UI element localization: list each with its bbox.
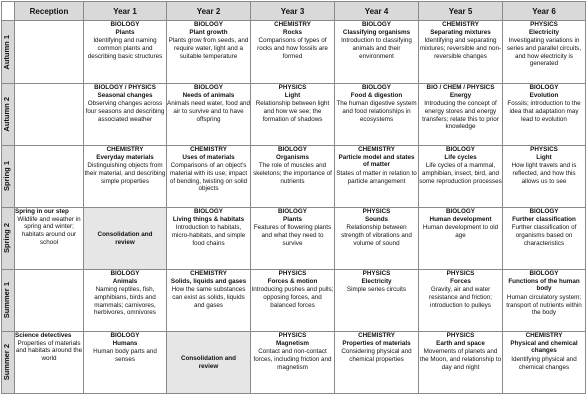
topic-subject: BIOLOGY <box>193 21 224 28</box>
topic-title: Further classification <box>512 215 576 223</box>
topic-cell <box>335 270 419 332</box>
topic-title: Needs of animals <box>182 91 235 99</box>
topic-description: States of matter in relation to particle arrangement <box>336 170 417 185</box>
topic-title: Everyday materials <box>96 153 154 161</box>
topic-subject: BIOLOGY <box>277 208 308 215</box>
topic-cell <box>419 21 503 84</box>
topic-cell <box>84 270 167 332</box>
topic-description: Introduction to habitats, micro-habitats, and simple food chains <box>171 224 246 247</box>
term-label-text: Spring 2 <box>2 223 11 254</box>
reception-topic-description: Wildlife and weather in spring and winter; habitats around our school <box>17 215 81 246</box>
topic-cell <box>167 208 251 270</box>
topic-description: Naming reptiles, fish, amphibians, birds and mammals; carnivores, herbivores, omnivores <box>94 286 156 317</box>
topic-subject: PHYSICS <box>362 270 391 277</box>
topic-title: Life cycles <box>444 153 477 161</box>
topic-description: Human development to old age <box>422 224 499 240</box>
reception-cell <box>15 146 84 208</box>
topic-title: Classifying organisms <box>342 28 411 36</box>
topic-cell <box>251 146 335 208</box>
topic-subject: PHYSICS <box>446 332 475 339</box>
topic-cell <box>419 84 503 146</box>
topic-subject: CHEMISTRY <box>190 270 227 277</box>
topic-title: Solids, liquids and gases <box>170 277 247 285</box>
topic-cell <box>167 21 251 84</box>
topic-description: Comparisons of an object's material with its use; impact of bending, twisting on solid objects <box>169 162 248 193</box>
topic-cell <box>335 21 419 84</box>
topic-description: Simple series circuits <box>346 286 407 294</box>
topic-description: Considering physical and chemical properties <box>341 348 412 364</box>
topic-subject: BIOLOGY <box>445 208 476 215</box>
topic-description: Gravity, air and water resistance and friction; introduction to pulleys <box>429 286 492 309</box>
topic-description: Relationship between strength of vibrations and volume of sound <box>341 224 412 247</box>
topic-title: Magnetism <box>276 339 309 347</box>
topic-subject: BIOLOGY <box>110 332 140 339</box>
term-row-spring-2 <box>2 208 586 270</box>
topic-description: Identifying and separating mixtures; reversible and non-reversible changes <box>419 37 502 60</box>
term-label-text: Summer 2 <box>2 344 11 381</box>
topic-subject: BIOLOGY / PHYSICS <box>94 84 156 91</box>
header-year-2: Year 2 <box>167 2 251 21</box>
review-label: Consolidation and review <box>97 230 153 246</box>
topic-subject: CHEMISTRY <box>358 146 395 153</box>
topic-cell <box>251 84 335 146</box>
topic-title: Humans <box>112 339 138 347</box>
topic-description: Identifying physical and chemical changes <box>511 356 577 371</box>
term-row-autumn-2 <box>2 84 586 146</box>
topic-cell <box>84 146 167 208</box>
topic-title: Earth and space <box>436 339 485 347</box>
topic-cell <box>503 21 586 84</box>
topic-subject: BIOLOGY <box>445 146 476 153</box>
topic-description: Comparisons of types of rocks and how fossils are formed <box>257 37 328 60</box>
topic-description: Human circulatory system; transport of nutrients within the body <box>506 294 582 317</box>
topic-description: Movements of planets and the Moon, and relationship to day and night <box>419 348 502 371</box>
header-year-4: Year 4 <box>335 2 419 21</box>
topic-subject: PHYSICS <box>530 21 558 28</box>
topic-subject: PHYSICS <box>278 332 307 339</box>
term-row-autumn-1 <box>2 21 586 84</box>
topic-title: Plants <box>115 28 135 36</box>
reception-topic-title: Science detectives <box>15 332 72 339</box>
topic-title: Separating mixtures <box>430 28 491 36</box>
topic-description: Animals need water, food and air to survive and to have offspring <box>167 100 250 123</box>
topic-cell <box>251 332 335 394</box>
topic-title: Animals <box>112 277 138 285</box>
topic-subject: BIOLOGY <box>529 270 559 277</box>
topic-title: Functions of the human body <box>508 277 580 293</box>
topic-subject: CHEMISTRY <box>442 21 479 28</box>
topic-subject: CHEMISTRY <box>190 146 227 153</box>
topic-title: Plant growth <box>189 28 228 36</box>
term-row-summer-1 <box>2 270 586 332</box>
reception-cell <box>15 270 84 332</box>
topic-description: Fossils; introduction to the idea that adaptation may lead to evolution <box>507 100 581 123</box>
topic-subject: BIOLOGY <box>193 84 224 91</box>
topic-description: Distinguishing objects from their material, and describing simple properties <box>84 162 166 185</box>
topic-description: Contact and non-contact forces, including friction and magnetism <box>253 348 332 371</box>
topic-subject: BIOLOGY <box>277 146 308 153</box>
topic-subject: BIOLOGY <box>361 21 392 28</box>
reception-cell <box>15 332 84 394</box>
topic-subject: BIOLOGY <box>529 208 559 215</box>
header-row <box>2 2 586 21</box>
topic-subject: BIOLOGY <box>529 84 559 91</box>
topic-subject: CHEMISTRY <box>358 332 395 339</box>
topic-cell <box>251 208 335 270</box>
header-year-3: Year 3 <box>251 2 335 21</box>
topic-cell <box>419 208 503 270</box>
topic-title: Rocks <box>283 28 302 36</box>
topic-description: Introducing the concept of energy stores and energy transfers; relate this to prior knowledge <box>422 100 499 131</box>
topic-cell <box>419 332 503 394</box>
review-cell <box>84 208 167 270</box>
topic-title: Electricity <box>528 28 560 36</box>
topic-title: Plants <box>283 215 302 223</box>
term-label <box>2 21 15 84</box>
review-label: Consolidation and review <box>181 354 236 370</box>
term-label <box>2 332 15 394</box>
topic-title: Organisms <box>276 153 309 161</box>
topic-cell <box>335 146 419 208</box>
topic-subject: BIOLOGY <box>361 84 392 91</box>
term-label-text: Summer 1 <box>2 282 11 319</box>
term-label-text: Autumn 1 <box>2 34 11 70</box>
topic-cell <box>251 270 335 332</box>
topic-cell <box>419 146 503 208</box>
topic-cell <box>503 208 586 270</box>
topic-description: The role of muscles and skeletons; the importance of nutrients <box>253 162 332 185</box>
topic-cell <box>167 146 251 208</box>
topic-title: Forces & motion <box>267 277 318 285</box>
topic-subject: BIOLOGY <box>193 208 224 215</box>
reception-topic-title: Spring in our step <box>15 208 69 215</box>
topic-cell <box>84 332 167 394</box>
topic-description: Identifying and naming common plants and describing basic structures <box>87 37 163 60</box>
topic-cell <box>503 332 586 394</box>
topic-title: Energy <box>449 91 472 99</box>
topic-cell <box>335 84 419 146</box>
reception-cell <box>15 208 84 270</box>
term-label <box>2 84 15 146</box>
topic-description: Plants grow from seeds, and require water, light and a suitable temperature <box>168 37 249 60</box>
term-label <box>2 208 15 270</box>
topic-cell <box>503 270 586 332</box>
topic-subject: BIO / CHEM / PHYSICS <box>426 84 495 91</box>
topic-title: Electricity <box>361 277 392 285</box>
header-year-1: Year 1 <box>84 2 167 21</box>
topic-description: The human digestive system and food relationships in ecosystems <box>336 100 417 123</box>
topic-cell <box>503 146 586 208</box>
topic-subject: CHEMISTRY <box>274 21 311 28</box>
topic-subject: BIOLOGY <box>110 270 140 277</box>
topic-subject: CHEMISTRY <box>106 146 144 153</box>
topic-description: Introduction to classifying animals and their environment <box>341 37 412 60</box>
term-row-summer-2 <box>2 332 586 394</box>
header-year-5: Year 5 <box>419 2 503 21</box>
topic-subject: PHYSICS <box>278 84 307 91</box>
topic-description: Further classification of organisms based on characteristics <box>511 224 577 247</box>
topic-subject: PHYSICS <box>446 270 475 277</box>
topic-cell <box>335 332 419 394</box>
topic-title: Physical and chemical changes <box>510 339 578 355</box>
topic-cell <box>84 84 167 146</box>
term-row-spring-1 <box>2 146 586 208</box>
topic-title: Food & digestion <box>350 91 403 99</box>
curriculum-grid <box>1 1 586 394</box>
reception-cell <box>15 21 84 84</box>
topic-subject: PHYSICS <box>530 146 558 153</box>
topic-cell <box>419 270 503 332</box>
header-corner <box>2 2 15 21</box>
reception-topic-description: Properties of materials and habitats around the world <box>15 339 83 363</box>
topic-subject: BIOLOGY <box>110 21 140 28</box>
topic-subject: CHEMISTRY <box>525 332 563 339</box>
term-label <box>2 146 15 208</box>
topic-cell <box>84 21 167 84</box>
header-year-6: Year 6 <box>503 2 586 21</box>
term-label <box>2 270 15 332</box>
topic-title: Seasonal changes <box>97 91 153 99</box>
header-reception: Reception <box>15 2 84 21</box>
topic-cell <box>335 208 419 270</box>
topic-description: Features of flowering plants and what they need to survive <box>253 224 332 247</box>
topic-description: Investigating variations in series and parallel circuits, and how electricity is generated <box>506 37 582 68</box>
topic-title: Light <box>536 153 552 161</box>
topic-title: Light <box>284 91 301 99</box>
term-label-text: Spring 1 <box>2 161 11 192</box>
term-label-text: Autumn 2 <box>2 97 11 132</box>
topic-description: Life cycles of a mammal, amphibian, insect, bird, and some reproduction processes <box>419 162 502 185</box>
topic-title: Sounds <box>364 215 389 223</box>
reception-cell <box>15 84 84 146</box>
topic-description: Observing changes across four seasons and describing associated weather <box>85 100 165 123</box>
topic-cell <box>167 270 251 332</box>
topic-title: Evolution <box>529 91 559 99</box>
topic-title: Human development <box>429 215 492 223</box>
topic-title: Forces <box>450 277 471 285</box>
topic-title: Uses of materials <box>182 153 235 161</box>
topic-description: Human body parts and senses <box>93 348 157 364</box>
topic-cell <box>503 84 586 146</box>
topic-title: Particle model and states of matter <box>338 153 415 169</box>
topic-description: How light travels and is reflected, and how this allows us to see <box>511 162 577 185</box>
topic-title: Properties of materials <box>342 339 411 347</box>
topic-title: Living things & habitats <box>172 215 245 223</box>
topic-description: Relationship between light and how we see; the formation of shadows <box>255 100 330 123</box>
topic-description: Introducing pushes and pulls; opposing forces, and balanced forces <box>251 286 334 309</box>
topic-cell <box>167 84 251 146</box>
topic-description: How the same substances can exist as solids, liquids and gases <box>171 286 246 309</box>
review-cell <box>167 332 251 394</box>
topic-subject: PHYSICS <box>362 208 391 215</box>
topic-subject: PHYSICS <box>278 270 307 277</box>
topic-cell <box>251 21 335 84</box>
